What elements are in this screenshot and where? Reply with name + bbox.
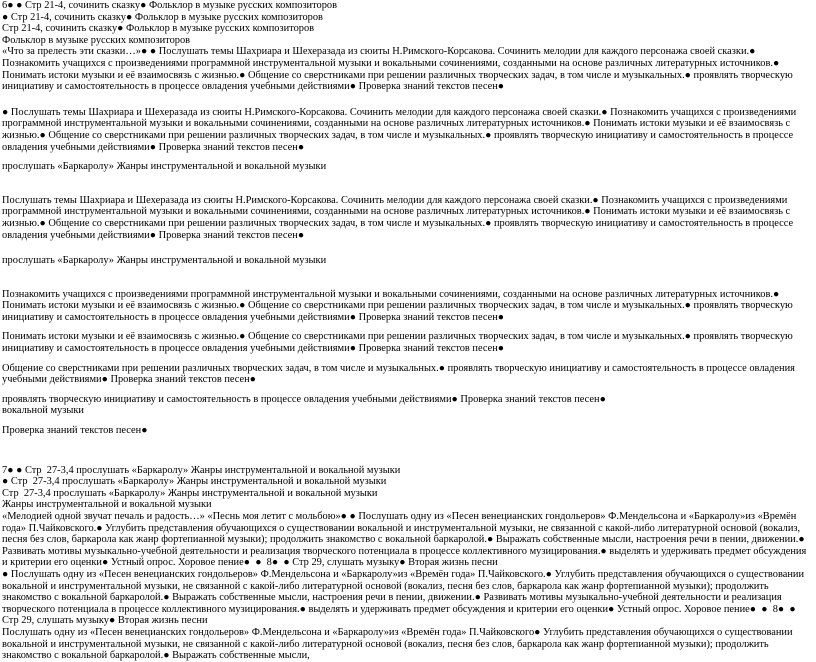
text-line: Жанры инструментальной и вокальной музыки — [2, 499, 212, 511]
text-line: Стр 27-3,4 прослушать «Баркаролу» Жанры инструментальной и вокальной музыки — [2, 487, 378, 499]
text-paragraph: Познакомить учащихся с произведениями программной инструментальной музыки и вокальными сочинениями, созданными на основе различных литературных источников.● Понимать истоки музыки и её взаимосвязь с жизнью.● Общение со сверстниками при решении различных творческих задач, в том числе и музыкальных.● проявлять творческую инициативу и самостоятельность в процессе овладения учебными действиями● Проверка знаний текстов песен● — [2, 288, 796, 323]
text-line: вокальной музыки — [2, 405, 84, 417]
text-line: ● Стр 27-3,4 прослушать «Баркаролу» Жанры инструментальной и вокальной музыки — [2, 476, 387, 488]
text-paragraph: Понимать истоки музыки и её взаимосвязь с жизнью.● Общение со сверстниками при решении различных творческих задач, в том числе и музыкальных.● проявлять творческую инициативу и самостоятельность в процессе овладения учебными действиями● Проверка знаний текстов песен● — [2, 331, 796, 355]
text-paragraph: «Что за прелесть эти сказки…»● ● Послушать темы Шахриара и Шехеразада из сюиты Н.Римского-Корсакова. Сочинить мелодии для каждого персонажа своей сказки.● Познакомить учащихся с произведениями программной инструментальной музыки и вокальными сочинениями, созданными на основе различных литературных источников.● Понимать истоки музыки и её взаимосвязь с жизнью.● Общение со сверстниками при решении различных творческих задач, в том числе и музыкальных.● проявлять творческую инициативу и самостоятельность в процессе овладения учебными действиями● Проверка знаний текстов песен● — [2, 46, 796, 93]
text-paragraph: «Мелодией одной звучат печаль и радость…» «Песнь моя летит с мольбою»● ● Послушать одну из «Песен венецианских гондольеров» Ф.Мендельсона и «Баркаролу»из «Времён года» П.Чайковского.● Углубить представления обучающихся о существовании вокальной и инструментальной музыки, не связанной с какой-либо литературной основой (вокализ, песня без слов, баркарола как жанр фортепианной музыки); продолжить знакомство с вокальной баркаролой.● Выражать собственные мысли, настроения речи в пении, движении.● Развивать мотивы музыкально-учебной деятельности и реализация творческого потенциала в процессе коллективного музицирования.● выделять и удерживать предмет обсуждения и критерии его оценки● Устный опрос. Хоровое пение● ● 8● ● Стр 29, слушать музыку● Вторая жизнь песни — [2, 511, 809, 569]
text-paragraph: ● Послушать одну из «Песен венецианских гондольеров» Ф.Мендельсона и «Баркаролу»из «Времён года» П.Чайковского.● Углубить представления обучающихся о существовании вокальной и инструментальной музыки, не связанной с какой-либо литературной основой (вокализ, песня без слов, баркарола как жанр фортепианной музыки); продолжить знакомство с вокальной баркаролой.● Выражать собственные мысли, настроения речи в пении, движении.● Развивать мотивы музыкально-учебной деятельности и реализация творческого потенциала в процессе коллективного музицирования.● выделять и удерживать предмет обсуждения и критерии его оценки● Устный опрос. Хоровое пение● ● 8● ● Стр 29, слушать музыку● Вторая жизнь песни — [2, 568, 807, 627]
text-line: прослушать «Баркаролу» Жанры инструментальной и вокальной музыки — [2, 255, 327, 267]
document-page — [2, 0, 814, 662]
text-line: Проверка знаний текстов песен● — [2, 425, 148, 437]
text-line: ● Стр 21-4, сочинить сказку● Фольклор в музыке русских композиторов — [2, 11, 323, 23]
text-line: 6● ● Стр 21-4, сочинить сказку● Фольклор в музыке русских композиторов — [2, 0, 338, 11]
text-line: проявлять творческую инициативу и самостоятельность в процессе овладения учебными действиями● Проверка знаний текстов песен● — [2, 393, 606, 405]
text-line: 7● ● Стр 27-3,4 прослушать «Баркаролу» Жанры инструментальной и вокальной музыки — [2, 464, 401, 476]
text-line: прослушать «Баркаролу» Жанры инструментальной и вокальной музыки — [2, 161, 327, 173]
text-paragraph: ● Послушать темы Шахриара и Шехеразада из сюиты Н.Римского-Корсакова. Сочинить мелодии для каждого персонажа своей сказки.● Познакомить учащихся с произведениями программной инструментальной музыки и вокальными сочинениями, созданными на основе различных литературных источников.● Понимать истоки музыки и её взаимосвязь с жизнью.● Общение со сверстниками при решении различных творческих задач, в том числе и музыкальных.● проявлять творческую инициативу и самостоятельность в процессе овладения учебными действиями● Проверка знаний текстов песен● — [2, 106, 799, 153]
text-paragraph: Послушать темы Шахриара и Шехеразада из сюиты Н.Римского-Корсакова. Сочинить мелодии для каждого персонажа своей сказки.● Познакомить учащихся с произведениями программной инструментальной музыки и вокальными сочинениями, созданными на основе различных литературных источников.● Понимать истоки музыки и её взаимосвязь с жизнью.● Общение со сверстниками при решении различных творческих задач, в том числе и музыкальных.● проявлять творческую инициативу и самостоятельность в процессе овладения учебными действиями● Проверка знаний текстов песен● — [2, 194, 796, 241]
text-paragraph: Общение со сверстниками при решении различных творческих задач, в том числе и музыкальных.● проявлять творческую инициативу и самостоятельность в процессе овладения учебными действиями● Проверка знаний текстов песен● — [2, 362, 798, 386]
text-line: Фольклор в музыке русских композиторов — [2, 34, 191, 46]
text-paragraph: Послушать одну из «Песен венецианских гондольеров» Ф.Мендельсона и «Баркаролу»из «Времён года» П.Чайковского● Углубить представления обучающихся о существовании вокальной и инструментальной музыки, не связанной с какой-либо литературной основой (вокализ, песня без слов, баркарола как жанр фортепианной музыки); продолжить знакомство с вокальной баркаролой.● Выражать собственные мысли, — [2, 626, 796, 662]
text-line: Стр 21-4, сочинить сказку● Фольклор в музыке русских композиторов — [2, 23, 315, 35]
